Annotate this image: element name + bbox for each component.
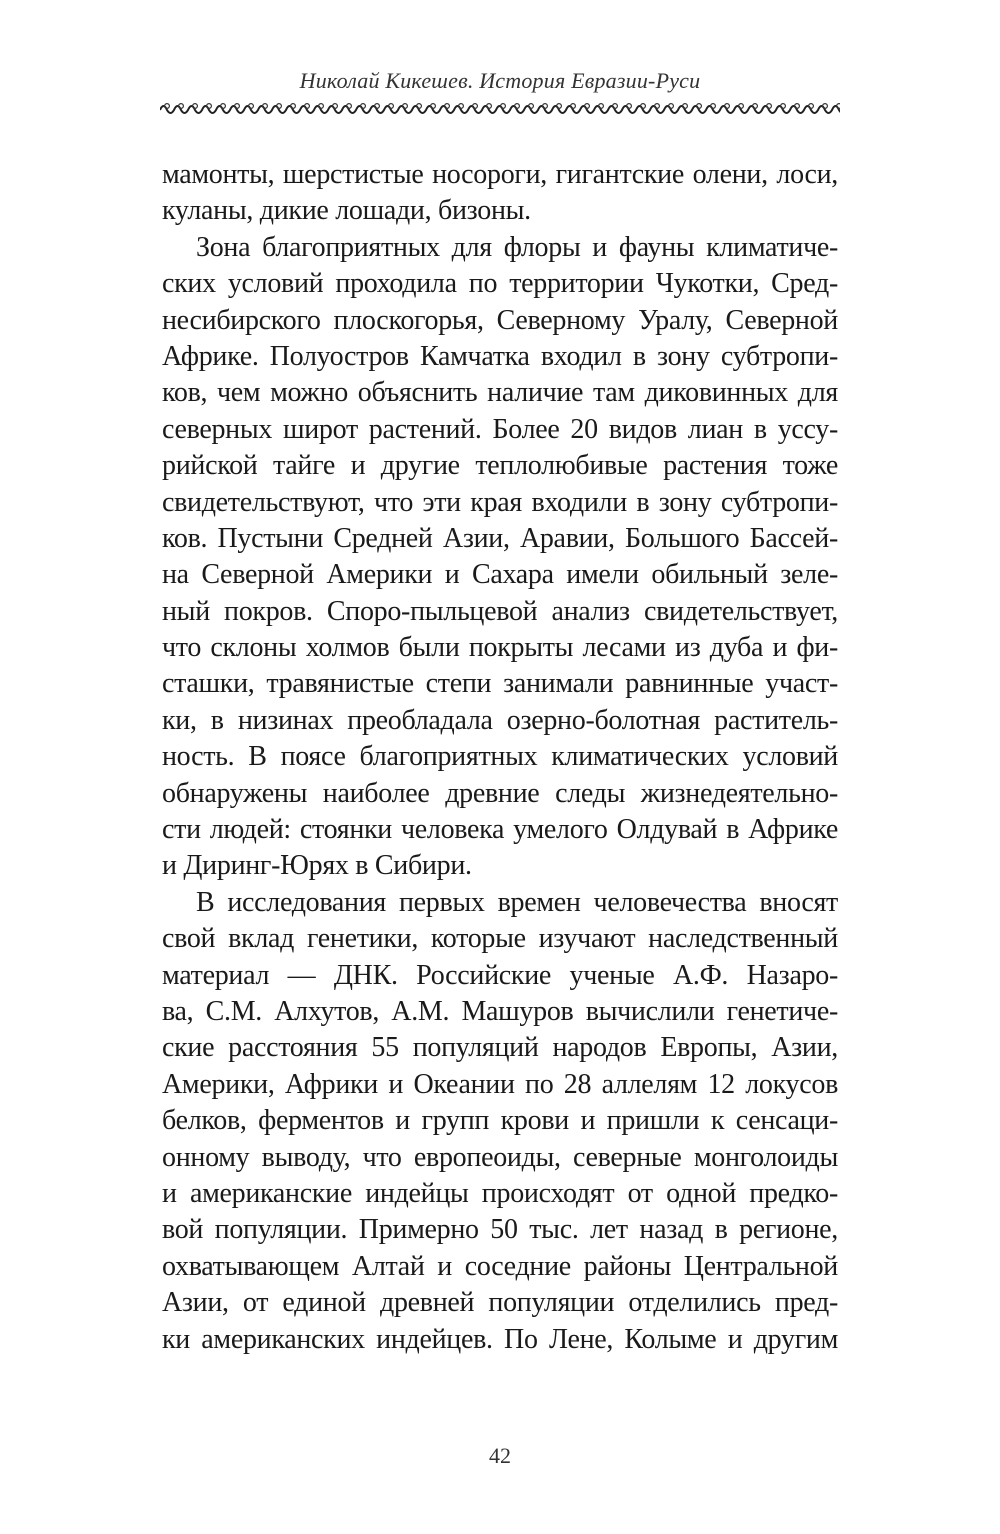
text-line: ских условий проходила по территории Чукотки, Сред- bbox=[162, 268, 838, 300]
page-number: 42 bbox=[489, 1443, 511, 1468]
text-line: на Северной Америки и Сахара имели обильный зеле- bbox=[162, 559, 838, 591]
text-line: ков, чем можно объяснить наличие там диковинных для bbox=[162, 377, 838, 409]
text-line: что склоны холмов были покрыты лесами из дуба и фи- bbox=[162, 632, 838, 664]
text-line: несибирского плоскогорья, Северному Уралу, Северной bbox=[162, 304, 838, 336]
text-line: ские расстояния 55 популяций народов Европы, Азии, bbox=[162, 1032, 838, 1064]
text-line: Азии, от единой древней популяции отделились пред- bbox=[162, 1287, 838, 1319]
text-line: В исследования первых времен человечества вносят bbox=[196, 886, 838, 918]
running-header: Николай Кикешев. История Евразии-Руси bbox=[299, 68, 701, 93]
text-line: ный покров. Споро-пыльцевой анализ свидетельствует, bbox=[162, 595, 838, 627]
paragraph bbox=[162, 885, 838, 1358]
text-line: охватывающем Алтай и соседние районы Центральной bbox=[162, 1250, 838, 1282]
text-line: вой популяции. Примерно 50 тыс. лет назад в регионе, bbox=[162, 1214, 838, 1246]
text-line: мамонты, шерстистые носороги, гигантские олени, лоси, bbox=[162, 159, 838, 190]
text-line: свой вклад генетики, которые изучают наследственный bbox=[162, 923, 838, 955]
text-line: ки, в низинах преобладала озерно-болотная раститель- bbox=[162, 704, 838, 736]
text-line: рийской тайге и другие теплолюбивые растения тоже bbox=[162, 450, 838, 482]
text-line: ва, С.М. Алхутов, А.М. Машуров вычислили генетиче- bbox=[162, 995, 838, 1027]
text-line: Африке. Полуостров Камчатка входил в зону субтропи- bbox=[162, 340, 838, 372]
decorative-ornament-divider bbox=[160, 100, 840, 116]
text-line: сти людей: стоянки человека умелого Олдувай в Африке bbox=[162, 814, 838, 846]
text-line: свидетельствуют, что эти края входили в зону субтропи- bbox=[162, 486, 838, 518]
text-line: белков, ферментов и групп крови и пришли к сенсаци- bbox=[162, 1105, 838, 1137]
text-line: обнаружены наиболее древние следы жизнедеятельно- bbox=[162, 777, 838, 809]
text-line: и американские индейцы происходят от одной предко- bbox=[162, 1177, 838, 1209]
ornament-loop bbox=[837, 104, 840, 109]
text-line: северных широт растений. Более 20 видов лиан в уссу- bbox=[162, 413, 838, 445]
text-line: сташки, травянистые степи занимали равнинные участ- bbox=[162, 668, 838, 700]
text-line: материал — ДНК. Российские ученые А.Ф. Назаро- bbox=[162, 959, 838, 991]
text-line: ки американских индейцев. По Лене, Колыме и другим bbox=[162, 1323, 838, 1355]
paragraph bbox=[162, 230, 838, 885]
paragraph bbox=[162, 157, 838, 230]
ornament-wave bbox=[160, 106, 840, 113]
text-line: Зона благоприятных для флоры и фауны климатиче- bbox=[196, 231, 838, 263]
text-line: и Диринг-Юрях в Сибири. bbox=[162, 850, 472, 882]
text-line: ность. В поясе благоприятных климатических условий bbox=[162, 741, 838, 773]
text-line: онному выводу, что европеоиды, северные монголоиды bbox=[162, 1141, 838, 1173]
text-line: куланы, дикие лошади, бизоны. bbox=[162, 195, 531, 227]
page-body-text bbox=[162, 157, 838, 1358]
text-line: ков. Пустыни Средней Азии, Аравии, Большого Бассей- bbox=[162, 522, 838, 554]
text-line: Америки, Африки и Океании по 28 аллелям 12 локусов bbox=[162, 1068, 838, 1100]
